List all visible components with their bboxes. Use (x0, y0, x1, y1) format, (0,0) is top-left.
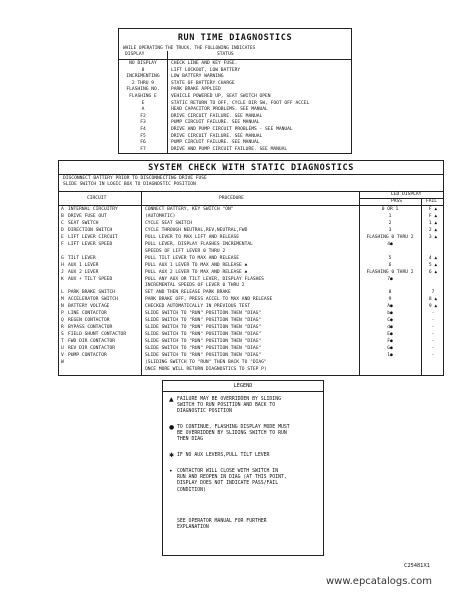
system-check-circuit-cell: INTERNAL CIRCUITRY (68, 207, 118, 212)
system-check-letter-cell: N (61, 304, 64, 310)
legend-title: LEGEND (233, 383, 253, 389)
system-check-letter-cell: E (61, 234, 64, 240)
run-time-display-cell: F5 (140, 133, 146, 139)
system-check-letter-cell: T (61, 339, 64, 345)
system-check-letter-cell: M (61, 297, 64, 303)
led-subheader-rule (359, 198, 443, 199)
figure-caption: C25481X1 (404, 563, 431, 569)
system-check-letter-cell: H (61, 262, 64, 268)
system-check-pass-cell: FLASHING 0 THRU 2 (366, 234, 414, 240)
run-time-display-cell: F2 (140, 113, 146, 119)
legend-symbol-icon: ✱ (169, 452, 175, 459)
system-check-pass-cell: 1 (388, 213, 392, 219)
system-check-fail-cell: - (431, 318, 435, 324)
system-check-col-pass: PASS (391, 199, 403, 204)
system-check-pass-cell: 6 (388, 262, 392, 268)
system-check-letter-cell: L (61, 290, 64, 296)
system-check-letter-cell: D (61, 227, 64, 233)
run-time-status-cell: CHECK LINE AND KEY FUSE. (171, 61, 238, 66)
system-check-circuit-cell: PARK BRAKE SWITCH (68, 290, 116, 296)
watermark-link[interactable]: www.epcatalogs.com (326, 576, 432, 587)
run-time-display-cell: FLASHING NO. (126, 87, 160, 93)
run-time-col-status: STATUS (217, 52, 234, 57)
system-check-letter-cell: W (61, 359, 64, 365)
run-time-status-cell: PUMP CIRCUIT FAILURE. SEE MANUAL (171, 140, 260, 146)
legend-symbol-icon: ▲ (169, 396, 174, 403)
legend-item-text: FAILURE MAY BE OVERRIDDEN BY SLIDING SWITCH TO RUN POSITION AND BACK TO DIAGNOSTIC POSITION (177, 397, 281, 415)
system-check-table (58, 160, 444, 376)
system-check-procedure-cell: PULL LEVER, DISPLAY FLASHES INCREMENTAL (145, 241, 253, 247)
system-check-divider-circuit (141, 191, 142, 375)
system-check-circuit-cell: LIFT LEVER SPEED (68, 241, 113, 247)
system-check-circuit-cell: REGEN CONTACTOR (68, 318, 110, 324)
run-time-col-display: DISPLAY (125, 52, 145, 57)
legend-symbol-icon: ● (169, 424, 175, 431)
system-check-letter-cell: S (61, 332, 64, 338)
run-time-display-cell: 0 (141, 67, 145, 73)
system-check-fail-cell: - (431, 346, 435, 351)
run-time-display-cell: NO DISPLAY (129, 61, 157, 66)
system-check-procedure-cell: ONCE MORE WILL RETURN DIAGNOSTICS TO STEP P) (145, 366, 267, 372)
run-time-display-cell: A (141, 107, 145, 113)
system-check-letter-cell: P (61, 311, 64, 317)
system-check-circuit-cell: SEAT SWITCH (68, 220, 99, 226)
system-check-fail-cell: - (431, 311, 435, 317)
system-check-fail-cell: 3 ▲ (428, 234, 438, 240)
system-check-procedure-cell: CHECKED AUTOMATICALLY IN PREVIOUS TEST (145, 304, 251, 310)
system-check-letter-cell: R (61, 325, 64, 331)
system-check-intro-1: DISCONNECT BATTERY PRIOR TO DISCONNECTING DRIVE FUSE (63, 176, 207, 181)
system-check-circuit-cell: LINE CONTACTOR (68, 311, 107, 317)
system-check-pass-cell: 1● (387, 352, 393, 358)
run-time-status-cell: DRIVE CIRCUIT FAILURE. SEE MANUAL (171, 133, 263, 139)
system-check-pass-cell: G● (387, 346, 393, 351)
system-check-circuit-cell: PUMP CONTACTOR (68, 352, 107, 358)
system-check-letter-cell: G (61, 255, 64, 261)
run-time-status-cell: PUMP CIRCUIT FAILURE. SEE MANUAL (171, 120, 260, 126)
legend-item-text: CONTACTOR WILL CLOSE WITH SWITCH IN RUN AND REOPEN IN DIAG (AT THIS POINT, DISPLAY DOES NOT INDICATE PASS/FAIL CONDITION) (177, 469, 287, 493)
system-check-letter-cell: A (61, 207, 64, 212)
run-time-status-cell: LOW BATTERY WARNING (171, 74, 224, 80)
system-check-title: SYSTEM CHECK WITH STATIC DIAGNOSTICS (148, 163, 354, 173)
system-check-procedure-cell: SLIDE SWITCH TO "RUN" POSITION THEN "DIAG" (145, 325, 262, 331)
run-time-display-cell: F4 (140, 127, 146, 132)
run-time-title: RUN TIME DIAGNOSTICS (177, 33, 293, 43)
system-check-pass-cell: b● (387, 311, 393, 317)
system-check-fail-cell: - (431, 325, 435, 331)
legend-footer: SEE OPERATOR MANUAL FOR FURTHER EXPLANATION (177, 519, 267, 531)
system-check-circuit-cell: DRIVE FUSE OUT (68, 213, 107, 219)
system-check-pass-cell: A● (387, 304, 393, 310)
run-time-status-cell: PARK BRAKE APPLIED (171, 87, 221, 93)
system-check-circuit-cell: TILT LEVER (68, 255, 96, 261)
system-check-fail-cell: F ▲ (428, 213, 438, 219)
system-check-procedure-cell: CONNECT BATTERY, KEY SWITCH "ON" (145, 207, 234, 212)
system-check-fail-cell: - (431, 352, 435, 358)
system-check-pass-cell: 5 (388, 255, 392, 261)
system-check-procedure-cell: SLIDE SWITCH TO "RUN" POSITION THEN "DIAG" (145, 318, 262, 324)
system-check-pass-cell: 4● (387, 241, 393, 247)
system-check-fail-cell: 8 ▲ (428, 297, 438, 303)
system-check-letter-cell: Q (61, 318, 64, 324)
system-check-procedure-cell: (SLIDING SWITCH TO "RUN" THEN BACK TO "DIAG" (145, 359, 267, 365)
system-check-letter-cell: B (61, 213, 64, 219)
system-check-fail-cell: F ▲ (428, 207, 438, 212)
system-check-circuit-cell: AUX 2 LEVER (68, 269, 99, 275)
system-check-procedure-cell: SLIDE SWITCH TO "RUN" POSITION THEN "DIAG" (145, 352, 262, 358)
run-time-status-cell: DRIVE AND PUMP CIRCUIT FAILURE. SEE MANUAL (171, 146, 288, 152)
system-check-divider-procedure (359, 191, 360, 375)
run-time-status-cell: DRIVE AND PUMP CIRCUIT PROBLEMS - SEE MANUAL (171, 127, 293, 132)
system-check-procedure-cell: PARK BRAKE OFF, PRESS ACCEL TO MAX AND RELEASE (145, 297, 273, 303)
system-check-letter-cell: C (61, 220, 64, 226)
system-check-pass-cell: d● (387, 325, 393, 331)
system-check-fail-cell: 7 (431, 290, 435, 296)
run-time-display-cell: F7 (140, 146, 146, 152)
system-check-circuit-cell: FWD DIR CONTACTOR (68, 339, 116, 345)
run-time-col-divider (167, 51, 168, 153)
system-check-pass-cell: 8 (388, 290, 392, 296)
run-time-display-cell: F3 (140, 120, 146, 126)
system-check-pass-cell: F● (387, 339, 393, 345)
system-check-fail-cell: 2 ▲ (428, 227, 438, 233)
system-check-pass-cell: 9 (388, 297, 392, 303)
system-check-procedure-cell: CYCLE THROUGH NEUTRAL,REV,NEUTRAL,FWD (145, 227, 248, 233)
system-check-letter-cell: F (61, 241, 64, 247)
system-check-procedure-cell: (AUTOMATIC) (145, 213, 176, 219)
system-check-circuit-cell: DIRECTION SWITCH (68, 227, 113, 233)
run-time-status-cell: STATE OF BATTERY CHARGE (171, 80, 235, 86)
system-check-pass-cell: 7● (387, 276, 393, 282)
system-check-fail-cell: 1 ▲ (428, 220, 438, 226)
legend-symbol-icon: • (169, 468, 173, 475)
system-check-col-procedure: PROCEDURE (219, 196, 244, 201)
system-check-intro-rule (59, 191, 443, 192)
system-check-procedure-cell: CYCLE SEAT SWITCH (145, 220, 193, 226)
run-time-display-cell: E (141, 100, 145, 106)
system-check-procedure-cell: PULL TILT LEVER TO MAX AND RELEASE (145, 255, 240, 261)
system-check-title-rule (59, 174, 443, 175)
system-check-procedure-cell: SLIDE SWITCH TO "RUN" POSITION THEN "DIAG" (145, 332, 262, 338)
legend-item-text: TO CONTINUE, FLASHING DISPLAY MODE MUST BE OVERRIDDEN BY SLIDING SWITCH TO RUN THEN DIAG (177, 425, 290, 443)
run-time-display-cell: INCREMENTING (126, 74, 160, 80)
system-check-procedure-cell: SPEEDS OF LIFT LEVER 0 THRU 2 (145, 248, 226, 254)
run-time-status-cell: STATIC RETURN TO OFF, CYCLE DIR SW, FOOT OFF ACCEL (171, 100, 310, 106)
system-check-col-fail: FAIL (426, 199, 438, 204)
system-check-circuit-cell: AUX + TILT SPEED (68, 276, 113, 282)
system-check-circuit-cell: BYPASS CONTACTOR (68, 325, 113, 331)
system-check-fail-cell: - (431, 339, 435, 345)
system-check-procedure-cell: INCREMENTAL SPEEDS OF LEVER 0 THRU 2 (145, 283, 245, 289)
run-time-status-cell: LIFT LOCKOUT, LOW BATTERY (171, 67, 241, 73)
system-check-divider-pass (421, 198, 422, 375)
run-time-display-cell: F6 (140, 140, 146, 146)
system-check-procedure-cell: PULL AUX 2 LEVER TO MAX AND RELEASE ✱ (145, 269, 248, 275)
system-check-fail-cell: 6 ▲ (428, 269, 438, 275)
system-check-letter-cell: J (61, 269, 64, 275)
system-check-col-circuit: CIRCUIT (87, 196, 107, 201)
system-check-circuit-cell: AUX 1 LEVER (68, 262, 99, 268)
system-check-procedure-cell: SET AND THEN RELEASE PARK BRAKE (145, 290, 231, 296)
system-check-circuit-cell: FIELD SHUNT CONTACTOR (68, 332, 127, 338)
system-check-procedure-cell: SLIDE SWITCH TO "RUN" POSITION THEN "DIAG" (145, 311, 262, 317)
system-check-header-rule (59, 205, 443, 206)
system-check-pass-cell: C● (387, 318, 393, 324)
system-check-circuit-cell: ACCELERATOR SWITCH (68, 297, 118, 303)
system-check-pass-cell: 2 (388, 220, 392, 226)
system-check-procedure-cell: PULL ANY AUX OR TILT LEVER, DISPLAY FLASHES (145, 276, 264, 282)
system-check-fail-cell: 4 ▲ (428, 255, 438, 261)
system-check-circuit-cell: REV DIR CONTACTOR (68, 346, 116, 351)
run-time-diagnostics-table (118, 28, 352, 154)
system-check-fail-cell: 5 ▲ (428, 262, 438, 268)
system-check-procedure-cell: PULL LEVER TO MAX LIFT AND RELEASE (145, 234, 240, 240)
system-check-intro-2: SLIDE SWITCH IN LOGIC BOX TO DIAGNOSTIC POSITION (63, 182, 196, 187)
system-check-fail-cell: 9 ▲ (428, 304, 438, 310)
system-check-circuit-cell: BATTERY VOLTAGE (68, 304, 110, 310)
system-check-pass-cell: FLASHING 0 THRU 2 (366, 269, 414, 275)
system-check-letter-cell: V (61, 352, 64, 358)
legend-item-text: IF NO AUX LEVERS,PULL TILT LEVER (177, 453, 270, 458)
system-check-pass-cell: 3 (388, 227, 392, 233)
system-check-letter-cell: K (61, 276, 64, 282)
legend-title-rule (163, 391, 323, 392)
system-check-fail-cell: - (431, 332, 435, 338)
system-check-col-led: LED DISPLAY (391, 192, 422, 197)
run-time-status-cell: DRIVE CIRCUIT FAILURE. SEE MANUAL (171, 113, 263, 119)
run-time-display-cell: FLASHING E (129, 94, 157, 99)
run-time-header-rule (119, 59, 351, 60)
run-time-display-cell: 2 THRU 9 (131, 80, 155, 86)
run-time-status-cell: HEAD CAPACITOR PROBLEMS. SEE MANUAL (171, 107, 268, 113)
system-check-pass-cell: 0 OR 1 (381, 207, 399, 212)
legend-box (162, 380, 324, 556)
system-check-procedure-cell: PULL AUX 1 LEVER TO MAX AND RELEASE ✱ (145, 262, 248, 268)
system-check-procedure-cell: SLIDE SWITCH TO "RUN" POSITION THEN "DIAG" (145, 346, 262, 351)
system-check-procedure-cell: SLIDE SWITCH TO "RUN" POSITION THEN "DIAG" (145, 339, 262, 345)
system-check-letter-cell: U (61, 346, 64, 351)
system-check-circuit-cell: LIFT LEVER CIRCUIT (68, 234, 118, 240)
run-time-status-cell: VEHICLE POWERED UP, SEAT SWITCH OPEN (171, 94, 271, 99)
run-time-subtitle: WHILE OPERATING THE TRUCK, THE FOLLOWING INDICATES (123, 46, 256, 51)
system-check-pass-cell: E● (387, 332, 393, 338)
